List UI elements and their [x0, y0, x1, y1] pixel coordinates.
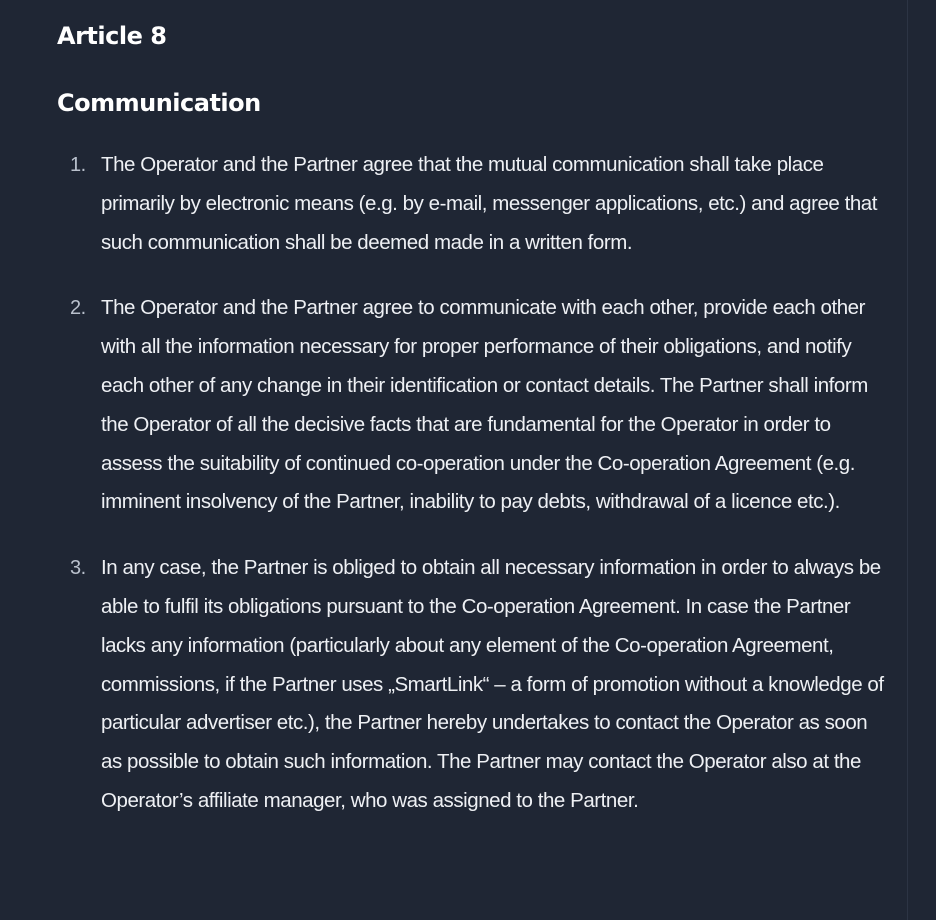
clause-number: 1.	[70, 154, 86, 176]
clause-text: The Operator and the Partner agree to communicate with each other, provide each other with all the information necessary for proper performance of their obligations, and notify each other of any change in their identification or contact details. The Partner shall inform the Operator of all the decisive facts that are fundamental for the Operator in order to assess the suitability of continued co-operation under the Co-operation Agreement (e.g. imminent insolvency of the Partner, inability to pay debts, withdrawal of a licence etc.).	[101, 296, 868, 514]
clause-text: In any case, the Partner is obliged to obtain all necessary information in order to always be able to fulfil its obligations pursuant to the Co-operation Agreement. In case the Partner lacks any information (particularly about any element of the Co-operation Agreement, commissions, if the Partner uses „SmartLink“ – a form of promotion without a knowledge of particular advertiser etc.), the Partner hereby undertakes to contact the Operator as soon as possible to obtain such information. The Partner may contact the Operator also at the Operator’s affiliate manager, who was assigned to the Partner.	[101, 556, 884, 812]
article-content	[57, 14, 887, 848]
clause-item	[57, 146, 887, 262]
clause-item	[57, 549, 887, 821]
clause-number: 2.	[70, 297, 86, 320]
clause-number: 3.	[70, 557, 86, 580]
clause-item	[57, 289, 887, 522]
clause-list	[57, 146, 887, 821]
article-title: Article 8	[57, 22, 167, 50]
clause-text: The Operator and the Partner agree that the mutual communication shall take place primarily by electronic means (e.g. by e-mail, messenger applications, etc.) and agree that such communication shall be deemed made in a written form.	[101, 153, 878, 254]
panel-divider	[907, 0, 908, 920]
section-title: Communication	[57, 89, 261, 117]
